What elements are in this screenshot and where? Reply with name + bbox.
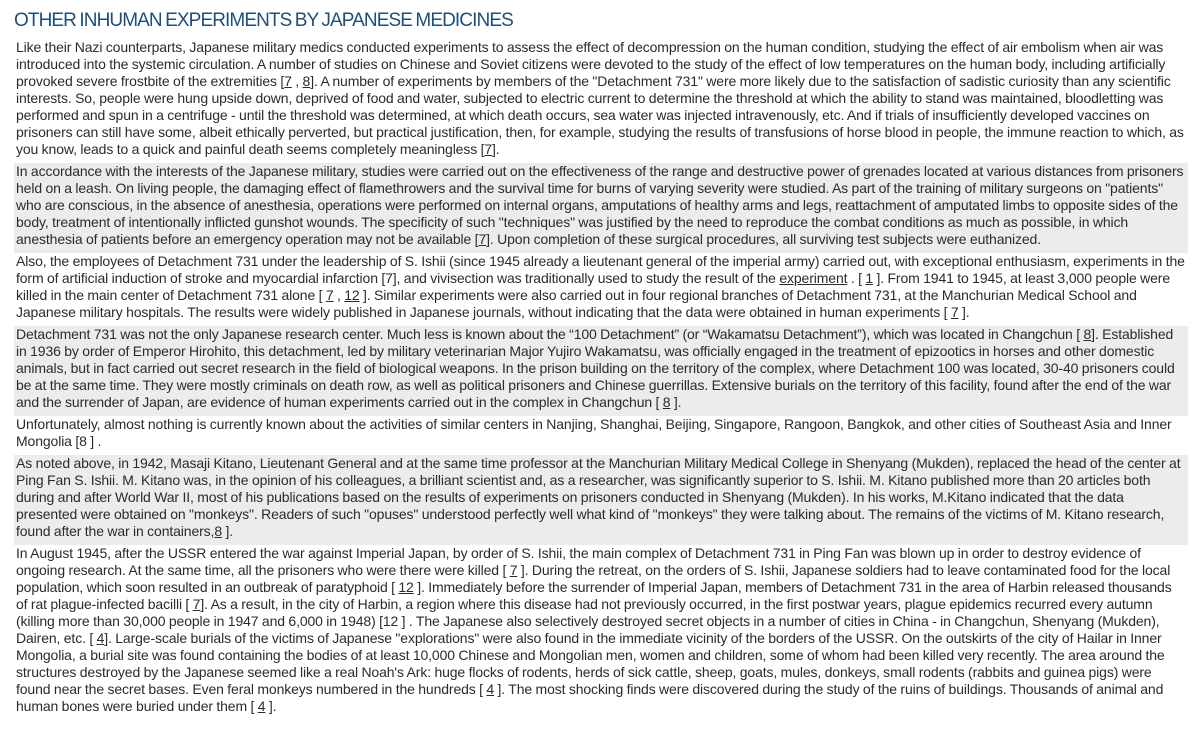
citation-link[interactable]: 7: [484, 141, 493, 157]
paragraph-text: ]. Similar experiments were also carried out in four regional branches of Detachment 731, at the Manchurian Medical School and Japanese military hospitals. The results were widely published in Japanese journals, without indicating that the data were obtained in human experiments [: [16, 287, 1137, 320]
article-paragraph: [14, 163, 1188, 253]
paragraph-text: ].: [265, 698, 277, 714]
citation-link[interactable]: 1: [865, 270, 874, 286]
paragraph-text: ]. A number of experiments by members of the "Detachment 731" were more likely due to the satisfaction of sadistic curiosity than any scientific interests. So, people were hung upside down, deprived of food and water, subjected to electric current to determine the threshold at which the ability to stand was maintained, bloodletting was performed and spun in a centrifuge - until the threshold was determined, at which death occurs, sea water was injected intravenously, etc. And if trials of insufficiently developed vaccines on prisoners can still have some, albeit ethically perverted, but practical justification, then, for example, studying the results of transfusions of horse blood in people, the immune reaction to which, as you know, leads to a quick and painful death seems completely meaningless [: [16, 73, 1184, 157]
citation-link[interactable]: 7: [950, 304, 959, 320]
paragraph-text: Unfortunately, almost nothing is currently known about the activities of similar centers in Nanjing, Shanghai, Beijing, Singapore, Rangoon, Bangkok, and other cities of Southeast Asia and Inner Mongolia [8 ] .: [16, 416, 1172, 449]
experiment-link[interactable]: experiment: [779, 270, 848, 286]
paragraph-text: In August 1945, after the USSR entered the war against Imperial Japan, by order of S. Ishii, the main complex of Detachment 731 in Ping Fan was blown up in order to destroy evidence of ongoing research. At the same time, all the prisoners who were there were killed [: [16, 545, 1141, 578]
citation-link[interactable]: 8: [1083, 326, 1092, 342]
paragraph-text: ]. Upon completion of these surgical procedures, all surviving test subjects were euthanized.: [486, 231, 1041, 247]
article-paragraph: [14, 326, 1188, 416]
paragraph-text: ].: [670, 394, 682, 410]
citation-link[interactable]: 7: [325, 287, 334, 303]
citation-link[interactable]: 7: [478, 231, 487, 247]
citation-link[interactable]: 8: [302, 73, 311, 89]
citation-link[interactable]: 4: [486, 681, 495, 697]
paragraph-text: ]. Immediately before the surrender of Imperial Japan, members of Detachment 731 in the area of Harbin released thousands of rat plague-infected bacilli [: [16, 579, 1172, 612]
paragraph-text: ]. Large-scale burials of the victims of Japanese "explorations" were also found in the immediate vicinity of the borders of the USSR. On the outskirts of the city of Hailar in Inner Mongolia, a burial site was found containing the bodies of at least 10,000 Chinese and Mongolian men, women and children, some of whom had been killed very recently. The area around the structures destroyed by the Japanese seemed like a real Noah's Ark: huge flocks of rodents, herds of sick cattle, sheep, goats, mules, donkeys, small rodents (rabbits and guinea pigs) were found near the secret bases. Even feral monkeys numbered in the hundreds [: [16, 630, 1165, 697]
paragraph-text: Also, the employees of Detachment 731 under the leadership of S. Ishii (since 1945 already a lieutenant general of the imperial army) carried out, with exceptional enthusiasm, experiments in the form of artificial induction of stroke and myocardial infarction [7], and vivisection was traditionally used to study the result of the: [16, 253, 1185, 286]
citation-link[interactable]: 7: [284, 73, 292, 89]
paragraph-text: ,: [291, 73, 303, 89]
paragraph-text: Like their Nazi counterparts, Japanese military medics conducted experiments to assess the effect of decompression on the human condition, studying the effect of air embolism when air was introduced into the systemic circulation. A number of studies on Chinese and Soviet citizens were devoted to the study of the effect of low temperatures on the human body, including artificially provoked severe frostbite of the extremities [: [16, 39, 1166, 89]
article-paragraph: [14, 253, 1188, 326]
citation-link[interactable]: 7: [192, 596, 201, 612]
article-paragraph: [14, 416, 1188, 455]
paragraph-text: Detachment 731 was not the only Japanese research center. Much less is known about the “100 Detachment” (or “Wakamatsu Detachment”), which was located in Changchun [: [16, 326, 1084, 342]
citation-link[interactable]: 12: [398, 579, 414, 595]
article-paragraph: [14, 38, 1188, 163]
paragraph-text: In accordance with the interests of the Japanese military, studies were carried out on the effectiveness of the range and destructive power of grenades located at various distances from prisoners held on a leash. On living people, the damaging effect of flamethrowers and the survival time for burns of varying severity were studied. As part of the training of military surgeons on "patients" who are conscious, in the absence of anesthesia, operations were performed on internal organs, amputations of healthy arms and legs, reattachment of amputated limbs to opposite sides of the body, treatment of intentionally inflicted gunshot wounds. The specificity of such "techniques" was justified by the need to reproduce the combat conditions as much as possible, in which anesthesia of patients before an emergency operation may not be available [: [16, 163, 1184, 247]
paragraph-text: ].: [492, 141, 500, 157]
paragraph-text: ]. As a result, in the city of Harbin, a region where this disease had not previously occurred, in the first postwar years, plague epidemics recurred every autumn (killing more than 30,000 people in 1947 and 6,000 in 1948) [12 ] . The Japanese also selectively destroyed secret objects in a number of cities in China - in Changchun, Shenyang (Mukden), Dairen, etc. [: [16, 596, 1160, 646]
paragraph-text: ]. During the retreat, on the orders of S. Ishii, Japanese soldiers had to leave contaminated food for the local population, which soon resulted in an outbreak of paratyphoid [: [16, 562, 1171, 595]
citation-link[interactable]: 8: [214, 523, 222, 539]
citation-link[interactable]: 4: [96, 630, 105, 646]
citation-link[interactable]: 4: [257, 698, 266, 714]
paragraph-text: ]. From 1941 to 1945, at least 3,000 people were killed in the main center of Detachment 731 alone [: [16, 270, 1170, 303]
citation-link[interactable]: 8: [662, 394, 671, 410]
paragraph-text: ,: [333, 287, 345, 303]
citation-link[interactable]: 7: [509, 562, 518, 578]
article-paragraph: [14, 545, 1188, 720]
paragraph-text: . [: [847, 270, 866, 286]
paragraph-text: ]. Established in 1936 by order of Emperor Hirohito, this detachment, led by military veterinarian Major Yujiro Wakamatsu, was officially engaged in the treatment of epizootics in horses and other domestic animals, but in fact carried out secret research in the field of biological weapons. In the prison building on the territory of the complex, where Detachment 100 was located, 30-40 prisoners could be at the same time. They were mostly criminals on death row, as well as political prisoners and Chinese guerrillas. Extensive burials on the territory of this facility, found after the end of the war and the surrender of Japan, are evidence of human experiments carried out in the complex in Changchun [: [16, 326, 1175, 410]
citation-link[interactable]: 12: [344, 287, 360, 303]
paragraph-text: ].: [958, 304, 970, 320]
paragraph-text: ]. The most shocking finds were discovered during the study of the ruins of buildings. Thousands of animal and human bones were buried under them [: [16, 681, 1164, 714]
article-paragraph: [14, 455, 1188, 545]
article-title: OTHER INHUMAN EXPERIMENTS BY JAPANESE MEDICINES: [14, 10, 513, 31]
article-body: [14, 38, 1188, 720]
paragraph-text: ].: [222, 523, 234, 539]
paragraph-text: As noted above, in 1942, Masaji Kitano, Lieutenant General and at the same time professor at the Manchurian Military Medical College in Shenyang (Mukden), replaced the head of the center at Ping Fan S. Ishii. M. Kitano was, in the opinion of his colleagues, a brilliant scientist and, as a researcher, was significantly superior to S. Ishii. M. Kitano published more than 20 articles both during and after World War II, most of his publications based on the results of experiments on prisoners conducted in Shenyang (Mukden). In his works, M.Kitano indicated that the data presented were obtained on "monkeys". Readers of such "opuses" understood perfectly well what kind of "monkeys" they were talking about. The remains of the victims of M. Kitano research, found after the war in containers,: [16, 455, 1181, 539]
